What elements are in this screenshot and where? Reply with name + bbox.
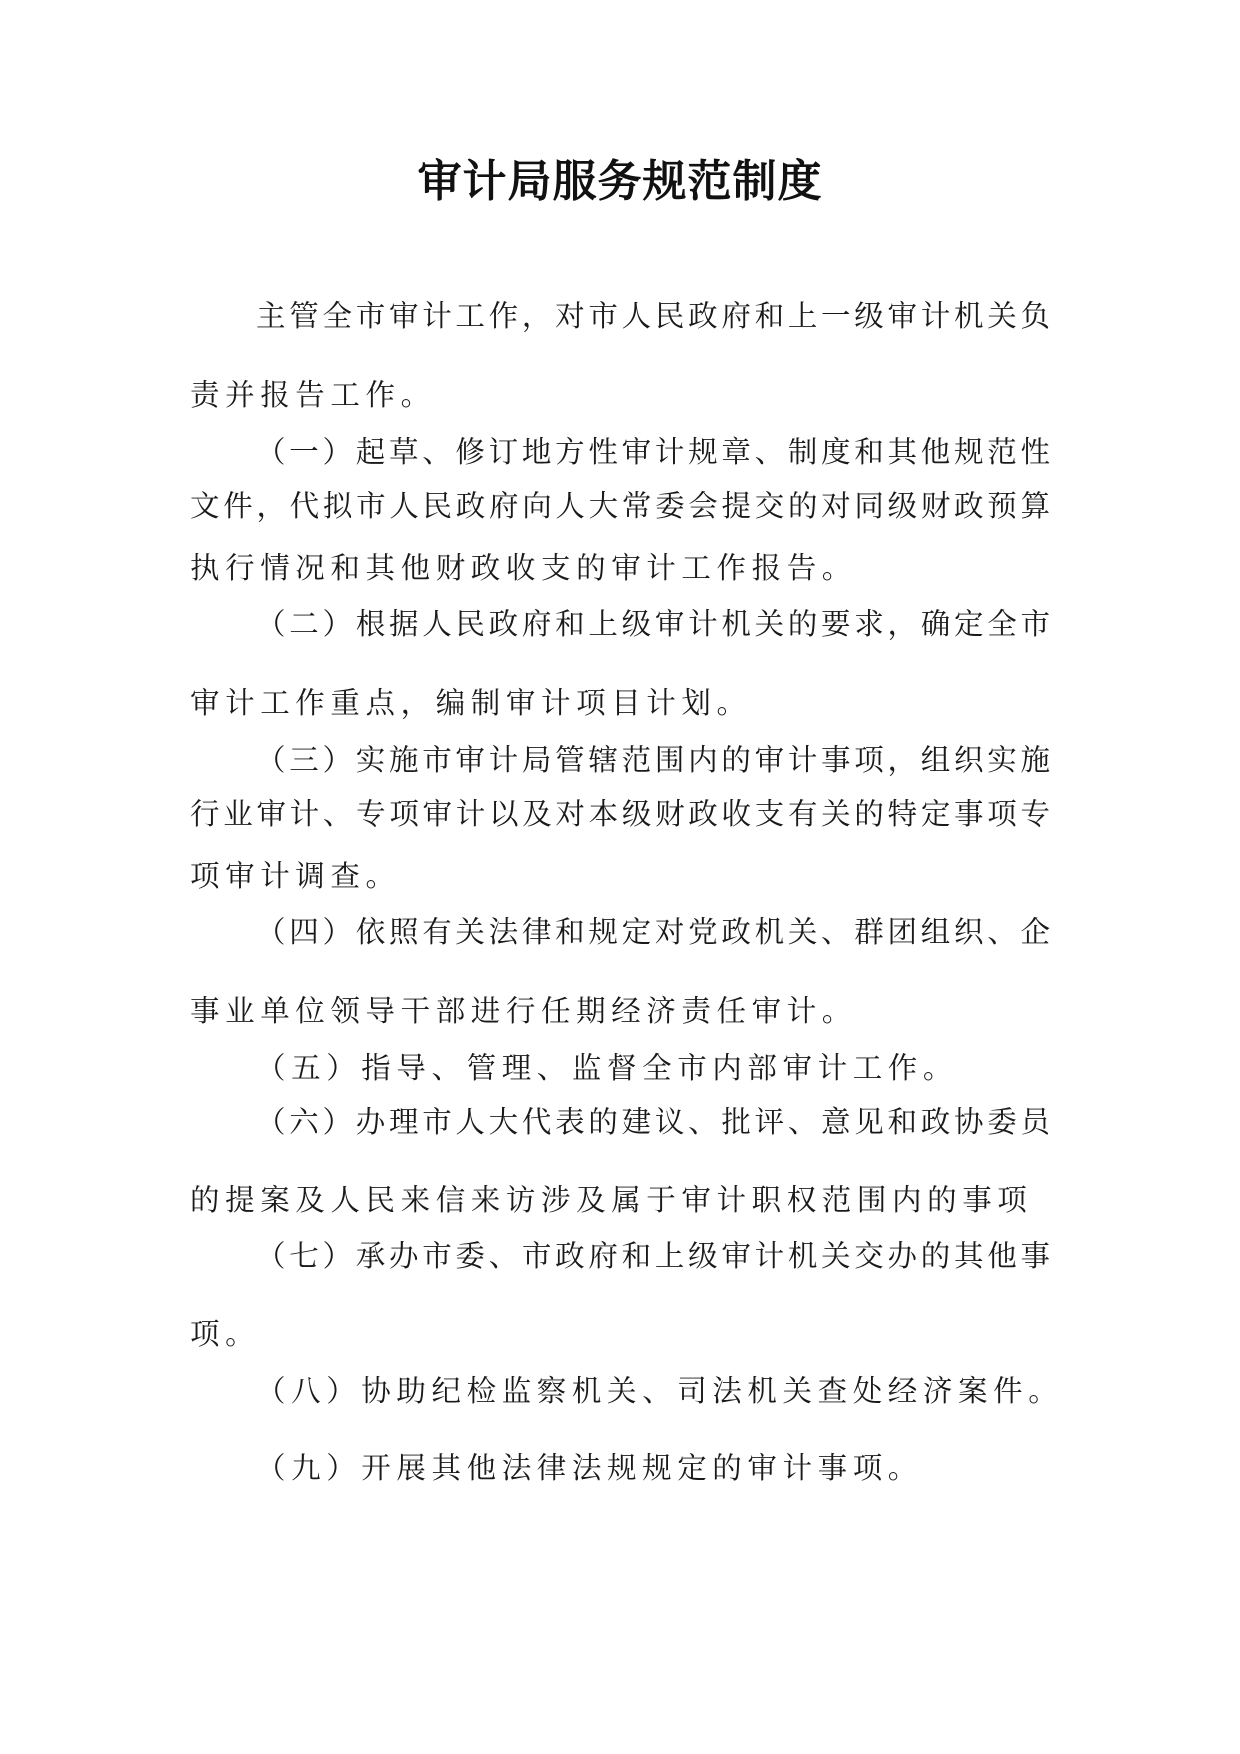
paragraph-line: 的提案及人民来信来访涉及属于审计职权范围内的事项 bbox=[190, 1183, 1033, 1217]
paragraph-line: （八）协助纪检监察机关、司法机关查处经济案件。 bbox=[256, 1374, 1064, 1408]
paragraph-line: （五）指导、管理、监督全市内部审计工作。 bbox=[256, 1051, 959, 1085]
paragraph-line: （六）办理市人大代表的建议、批评、意见和政协委员 bbox=[256, 1105, 1050, 1139]
paragraph-line: （三）实施市审计局管辖范围内的审计事项，组织实施 bbox=[256, 743, 1050, 777]
paragraph-line: （九）开展其他法律法规规定的审计事项。 bbox=[256, 1451, 923, 1485]
paragraph-line: 事业单位领导干部进行任期经济责任审计。 bbox=[190, 994, 857, 1028]
paragraph-line: （四）依照有关法律和规定对党政机关、群团组织、企 bbox=[256, 915, 1050, 949]
paragraph-line: 行业审计、专项审计以及对本级财政收支有关的特定事项专 bbox=[190, 797, 1050, 831]
paragraph-line: （二）根据人民政府和上级审计机关的要求，确定全市 bbox=[256, 607, 1050, 641]
paragraph-line: 项审计调查。 bbox=[190, 859, 401, 893]
paragraph-line: 审计工作重点，编制审计项目计划。 bbox=[190, 686, 752, 720]
paragraph-line: 主管全市审计工作，对市人民政府和上一级审计机关负 bbox=[256, 299, 1050, 333]
paragraph-line: （七）承办市委、市政府和上级审计机关交办的其他事 bbox=[256, 1239, 1050, 1273]
paragraph-line: 责并报告工作。 bbox=[190, 378, 436, 412]
paragraph-line: 项。 bbox=[190, 1317, 261, 1351]
paragraph-line: 文件，代拟市人民政府向人大常委会提交的对同级财政预算 bbox=[190, 489, 1050, 523]
paragraph-line: （一）起草、修订地方性审计规章、制度和其他规范性 bbox=[256, 435, 1050, 469]
paragraph-line: 执行情况和其他财政收支的审计工作报告。 bbox=[190, 551, 857, 585]
document-title: 审计局服务规范制度 bbox=[417, 156, 823, 207]
